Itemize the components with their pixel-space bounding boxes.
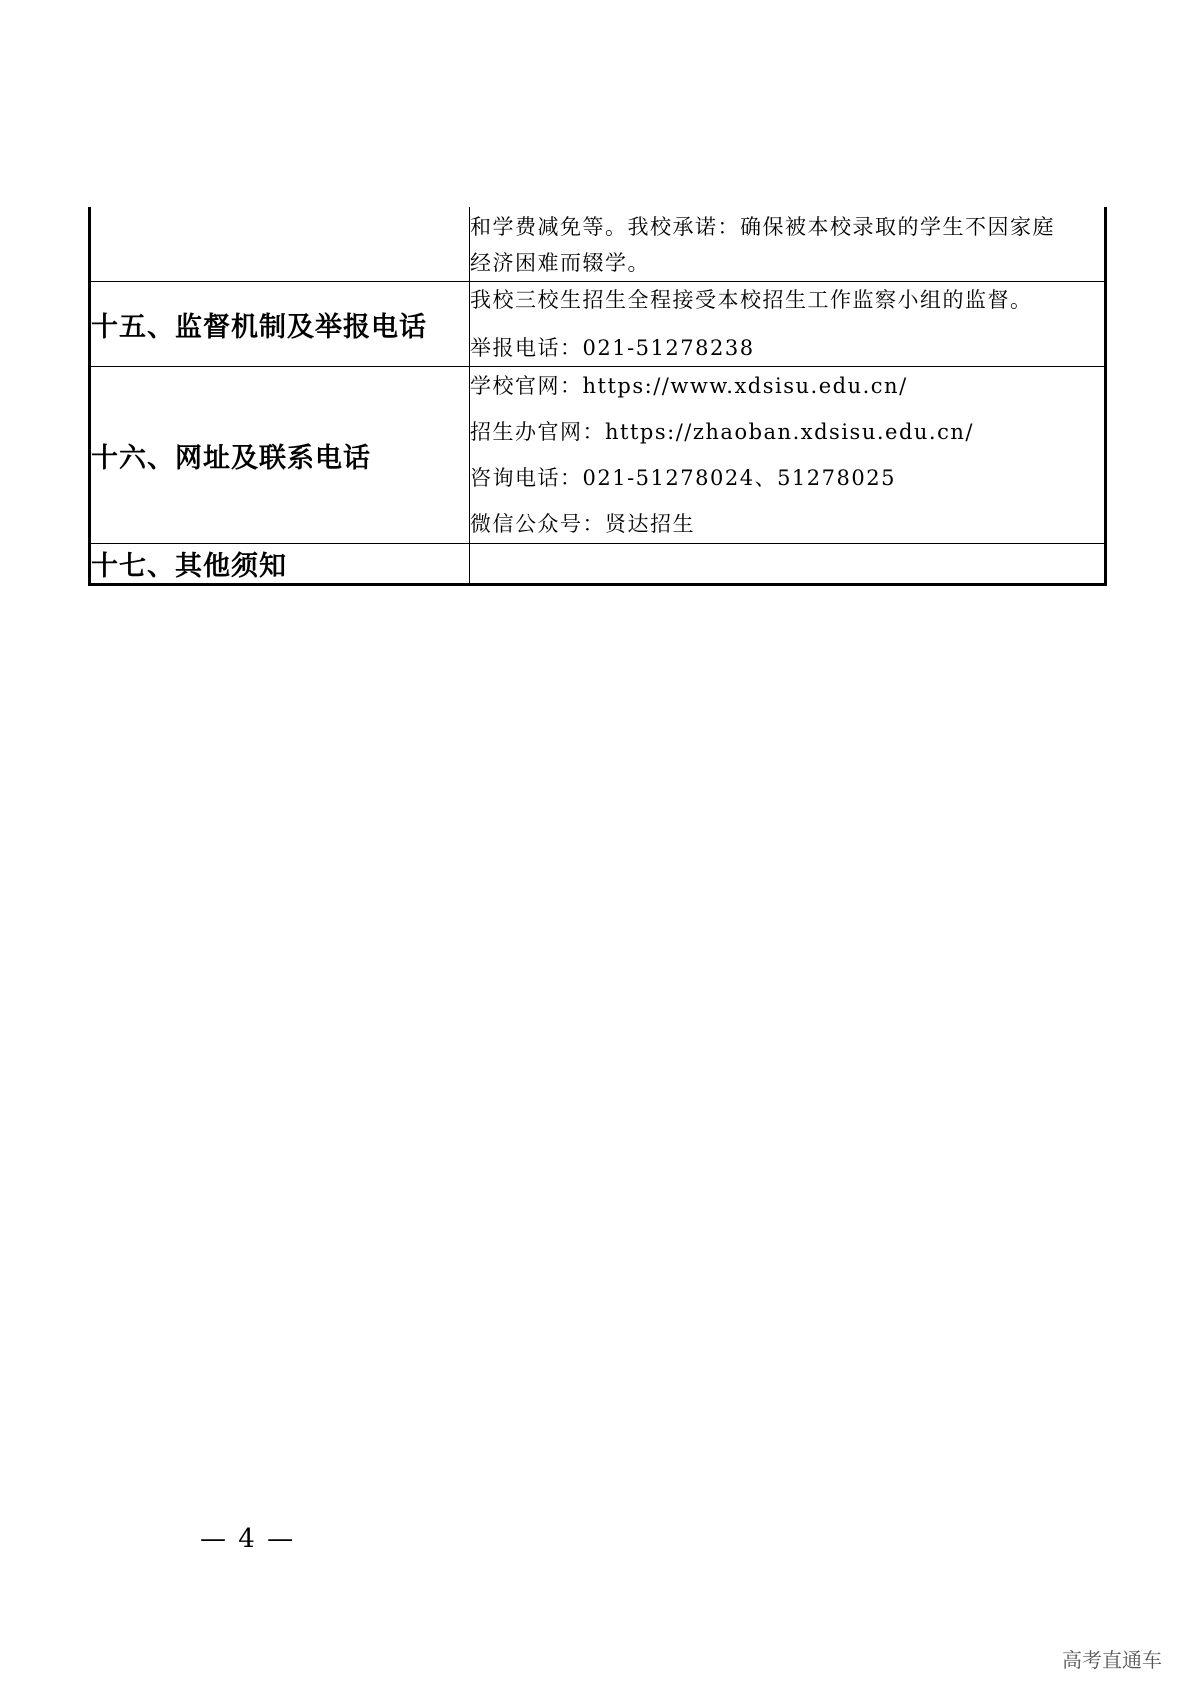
school-website: 学校官网：https://www.xdsisu.edu.cn/ (470, 374, 908, 398)
admissions-website: 招生办官网：https://zhaoban.xdsisu.edu.cn/ (470, 420, 974, 444)
watermark: 高考直通车 (1062, 1648, 1162, 1672)
consult-phone: 咨询电话：021-51278024、51278025 (470, 466, 896, 490)
content-line: 我校三校生招生全程接受本校招生工作监察小组的监督。 (470, 288, 1033, 312)
content-line: 经济困难而辍学。 (470, 251, 650, 275)
table-row (90, 544, 1106, 585)
section-title-contact: 十六、网址及联系电话 (90, 367, 470, 544)
section-content-cell (470, 207, 1106, 282)
section-content-cell (470, 367, 1106, 544)
section-content-cell (470, 282, 1106, 367)
info-table (88, 207, 1107, 586)
section-title-other: 十七、其他须知 (90, 544, 470, 585)
section-content-cell (470, 544, 1106, 585)
table-row (90, 207, 1106, 282)
table-row (90, 367, 1106, 544)
page-number: — 4 — (200, 1524, 296, 1554)
report-phone: 举报电话：021-51278238 (470, 336, 755, 360)
section-title-cell (90, 207, 470, 282)
section-title-supervision: 十五、监督机制及举报电话 (90, 282, 470, 367)
table-row (90, 282, 1106, 367)
wechat-account: 微信公众号：贤达招生 (470, 512, 695, 536)
content-line: 和学费减免等。我校承诺：确保被本校录取的学生不因家庭 (470, 215, 1055, 239)
